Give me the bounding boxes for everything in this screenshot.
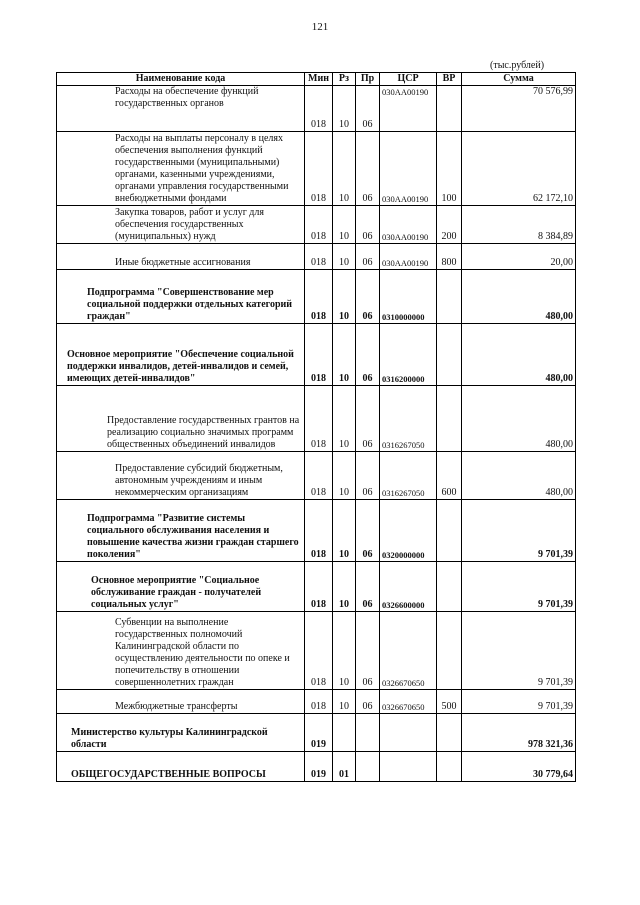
row-vr: 600 (437, 452, 462, 500)
row-pr: 06 (356, 452, 380, 500)
row-sum: 480,00 (462, 324, 576, 386)
table-row (57, 206, 576, 244)
row-rz: 10 (333, 612, 356, 690)
row-pr (356, 714, 380, 752)
row-rz: 10 (333, 562, 356, 612)
row-name: Субвенции на выполнение государственных полномочий Калининградской области по осуществлению деятельности по опеке и попечительству в отношении совершеннолетних граждан (115, 617, 290, 688)
row-vr (437, 752, 462, 782)
row-rz: 10 (333, 206, 356, 244)
table-row (57, 690, 576, 714)
row-sum: 9 701,39 (462, 690, 576, 714)
header-min: Мин (305, 73, 333, 86)
row-csr: 0310000000 (380, 270, 437, 324)
row-min: 018 (305, 270, 333, 324)
row-vr: 100 (437, 132, 462, 206)
table-row (57, 132, 576, 206)
row-sum: 8 384,89 (462, 206, 576, 244)
row-name: Предоставление государственных грантов на реализацию социально значимых программ общественных объединений инвалидов (107, 415, 300, 450)
row-csr (380, 714, 437, 752)
row-rz: 10 (333, 452, 356, 500)
row-vr: 500 (437, 690, 462, 714)
row-name: Расходы на обеспечение функций государственных органов (115, 86, 259, 109)
row-pr: 06 (356, 132, 380, 206)
row-sum: 9 701,39 (462, 612, 576, 690)
row-rz: 10 (333, 386, 356, 452)
row-pr (356, 752, 380, 782)
units-label: (тыс.рублей) (490, 60, 545, 71)
row-name: Основное мероприятие "Социальное обслуживание граждан - получателей социальных услуг" (91, 575, 262, 610)
row-rz: 10 (333, 324, 356, 386)
row-csr: 0326600000 (380, 562, 437, 612)
table-row (57, 714, 576, 752)
table-row (57, 500, 576, 562)
row-sum: 20,00 (462, 244, 576, 270)
row-sum: 30 779,64 (462, 752, 576, 782)
row-sum: 9 701,39 (462, 500, 576, 562)
row-rz: 10 (333, 86, 356, 132)
row-rz: 10 (333, 690, 356, 714)
row-csr (380, 752, 437, 782)
row-pr: 06 (356, 612, 380, 690)
row-min: 018 (305, 206, 333, 244)
row-min: 018 (305, 324, 333, 386)
row-csr: 030АА00190 (380, 132, 437, 206)
row-pr: 06 (356, 386, 380, 452)
table-row (57, 562, 576, 612)
row-vr (437, 714, 462, 752)
table-row (57, 612, 576, 690)
row-sum: 480,00 (462, 270, 576, 324)
row-name: Подпрограмма "Развитие системы социального обслуживания населения и повышение качества жизни граждан старшего поколения" (87, 513, 299, 560)
row-pr: 06 (356, 562, 380, 612)
header-csr: ЦСР (380, 73, 437, 86)
row-rz (333, 714, 356, 752)
row-name: Иные бюджетные ассигнования (115, 257, 251, 268)
row-rz: 01 (333, 752, 356, 782)
row-name: Основное мероприятие "Обеспечение социальной поддержки инвалидов, детей-инвалидов и семей, имеющих детей-инвалидов" (67, 349, 294, 384)
row-sum: 9 701,39 (462, 562, 576, 612)
row-min: 018 (305, 612, 333, 690)
row-rz: 10 (333, 270, 356, 324)
row-vr: 800 (437, 244, 462, 270)
row-min: 018 (305, 86, 333, 132)
row-csr: 0316200000 (380, 324, 437, 386)
row-vr (437, 86, 462, 132)
row-csr: 0316267050 (380, 386, 437, 452)
row-vr (437, 562, 462, 612)
row-min: 019 (305, 714, 333, 752)
row-csr: 0326670650 (380, 612, 437, 690)
row-pr: 06 (356, 324, 380, 386)
row-min: 018 (305, 132, 333, 206)
table-row (57, 244, 576, 270)
row-min: 018 (305, 386, 333, 452)
row-name: Министерство культуры Калининградской области (71, 727, 268, 750)
row-csr: 030АА00190 (380, 244, 437, 270)
row-pr: 06 (356, 244, 380, 270)
row-sum: 480,00 (462, 386, 576, 452)
row-sum: 62 172,10 (462, 132, 576, 206)
row-rz: 10 (333, 500, 356, 562)
table-row (57, 270, 576, 324)
table-row (57, 86, 576, 132)
budget-table (56, 72, 576, 782)
row-vr: 200 (437, 206, 462, 244)
row-min: 018 (305, 244, 333, 270)
row-pr: 06 (356, 270, 380, 324)
header-rz: Рз (333, 73, 356, 86)
row-min: 018 (305, 500, 333, 562)
header-name: Наименование кода (57, 73, 305, 86)
header-row (57, 73, 576, 86)
row-vr (437, 612, 462, 690)
row-min: 018 (305, 690, 333, 714)
row-vr (437, 500, 462, 562)
row-min: 019 (305, 752, 333, 782)
row-pr: 06 (356, 690, 380, 714)
table-row (57, 752, 576, 782)
row-sum: 480,00 (462, 452, 576, 500)
row-sum: 978 321,36 (462, 714, 576, 752)
header-sum: Сумма (462, 73, 576, 86)
table-row (57, 452, 576, 500)
row-name: Закупка товаров, работ и услуг для обеспечения государственных (муниципальных) нужд (115, 207, 264, 242)
row-min: 018 (305, 452, 333, 500)
row-csr: 0320000000 (380, 500, 437, 562)
row-name: Расходы на выплаты персоналу в целях обеспечения выполнения функций государственными (муниципальными) органами, казенными учреждениями, органами управления государственными внебюджетными фондами (115, 133, 289, 204)
row-rz: 10 (333, 132, 356, 206)
row-name: Предоставление субсидий бюджетным, автономным учреждениям и иным некоммерческим организациям (115, 463, 283, 498)
table-row (57, 324, 576, 386)
row-name: ОБЩЕГОСУДАРСТВЕННЫЕ ВОПРОСЫ (71, 769, 266, 780)
header-vr: ВР (437, 73, 462, 86)
header-pr: Пр (356, 73, 380, 86)
row-min: 018 (305, 562, 333, 612)
row-csr: 030АА00190 (380, 206, 437, 244)
row-csr: 0316267050 (380, 452, 437, 500)
row-name: Межбюджетные трансферты (115, 701, 238, 712)
row-vr (437, 386, 462, 452)
row-vr (437, 270, 462, 324)
row-pr: 06 (356, 86, 380, 132)
row-vr (437, 324, 462, 386)
row-csr: 0326670650 (380, 690, 437, 714)
row-csr: 030АА00190 (380, 86, 437, 132)
row-name: Подпрограмма "Совершенствование мер социальной поддержки отдельных категорий граждан" (87, 287, 293, 322)
page-number: 121 (311, 21, 329, 33)
row-sum: 70 576,99 (462, 86, 576, 132)
table-row (57, 386, 576, 452)
row-pr: 06 (356, 500, 380, 562)
row-pr: 06 (356, 206, 380, 244)
row-rz: 10 (333, 244, 356, 270)
